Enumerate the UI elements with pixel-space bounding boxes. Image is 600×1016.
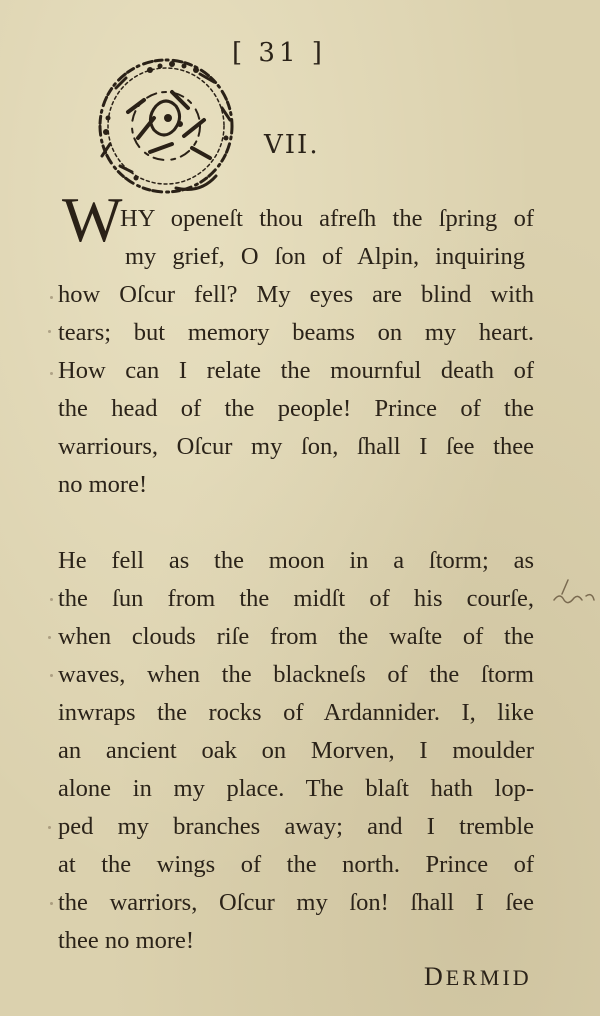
library-stamp-icon [80,48,252,198]
paragraph-2-line: an ancient oak on Morven, I moulder [58,737,534,764]
paragraph-1-line: how Oſcur fell? My eyes are blind with [58,281,534,308]
margin-dot [48,330,51,333]
section-heading: VII. [264,130,320,160]
paragraph-2-line: at the wings of the north. Prince of [58,851,534,878]
paragraph-1-line: HY openeſt thou afreſh the ſpring of [120,205,534,232]
paragraph-1-line: my grief, O ſon of Alpin, inquiring [125,243,525,270]
margin-dot [50,674,53,677]
page-number: [ 31 ] [232,38,326,68]
paragraph-2-line: ped my branches away; and I tremble [58,813,534,840]
margin-dot [50,296,53,299]
paragraph-2-line: He fell as the moon in a ſtorm; as [58,547,534,574]
margin-dot [50,902,53,905]
paragraph-2-line: inwraps the rocks of Ardannider. I, like [58,699,534,726]
catchword: DERMID [424,962,532,991]
paragraph-1-line: How can I relate the mournful death of [58,357,534,384]
paragraph-2-line: alone in my place. The blaſt hath lop- [58,775,534,802]
margin-dot [48,826,51,829]
margin-dot [50,598,53,601]
margin-dot [50,372,53,375]
paragraph-2-line: the ſun from the midſt of his courſe, [58,585,534,612]
paragraph-1-line: tears; but memory beams on my heart. [58,319,534,346]
paragraph-2-line: thee no more! [58,927,195,954]
margin-dot [48,636,51,639]
handwritten-mark-icon [548,578,600,618]
paragraph-1-line: no more! [58,471,148,498]
paragraph-1-line: the head of the people! Prince of the [58,395,534,422]
paragraph-2-line: when clouds riſe from the waſte of the [58,623,534,650]
paragraph-1-line: warriours, Oſcur my ſon, ſhall I ſee thee [58,433,534,460]
drop-cap: W [62,184,123,255]
paragraph-2-line: waves, when the blackneſs of the ſtorm [58,661,534,688]
paragraph-2-line: the warriors, Oſcur my ſon! ſhall I ſee [58,889,534,916]
